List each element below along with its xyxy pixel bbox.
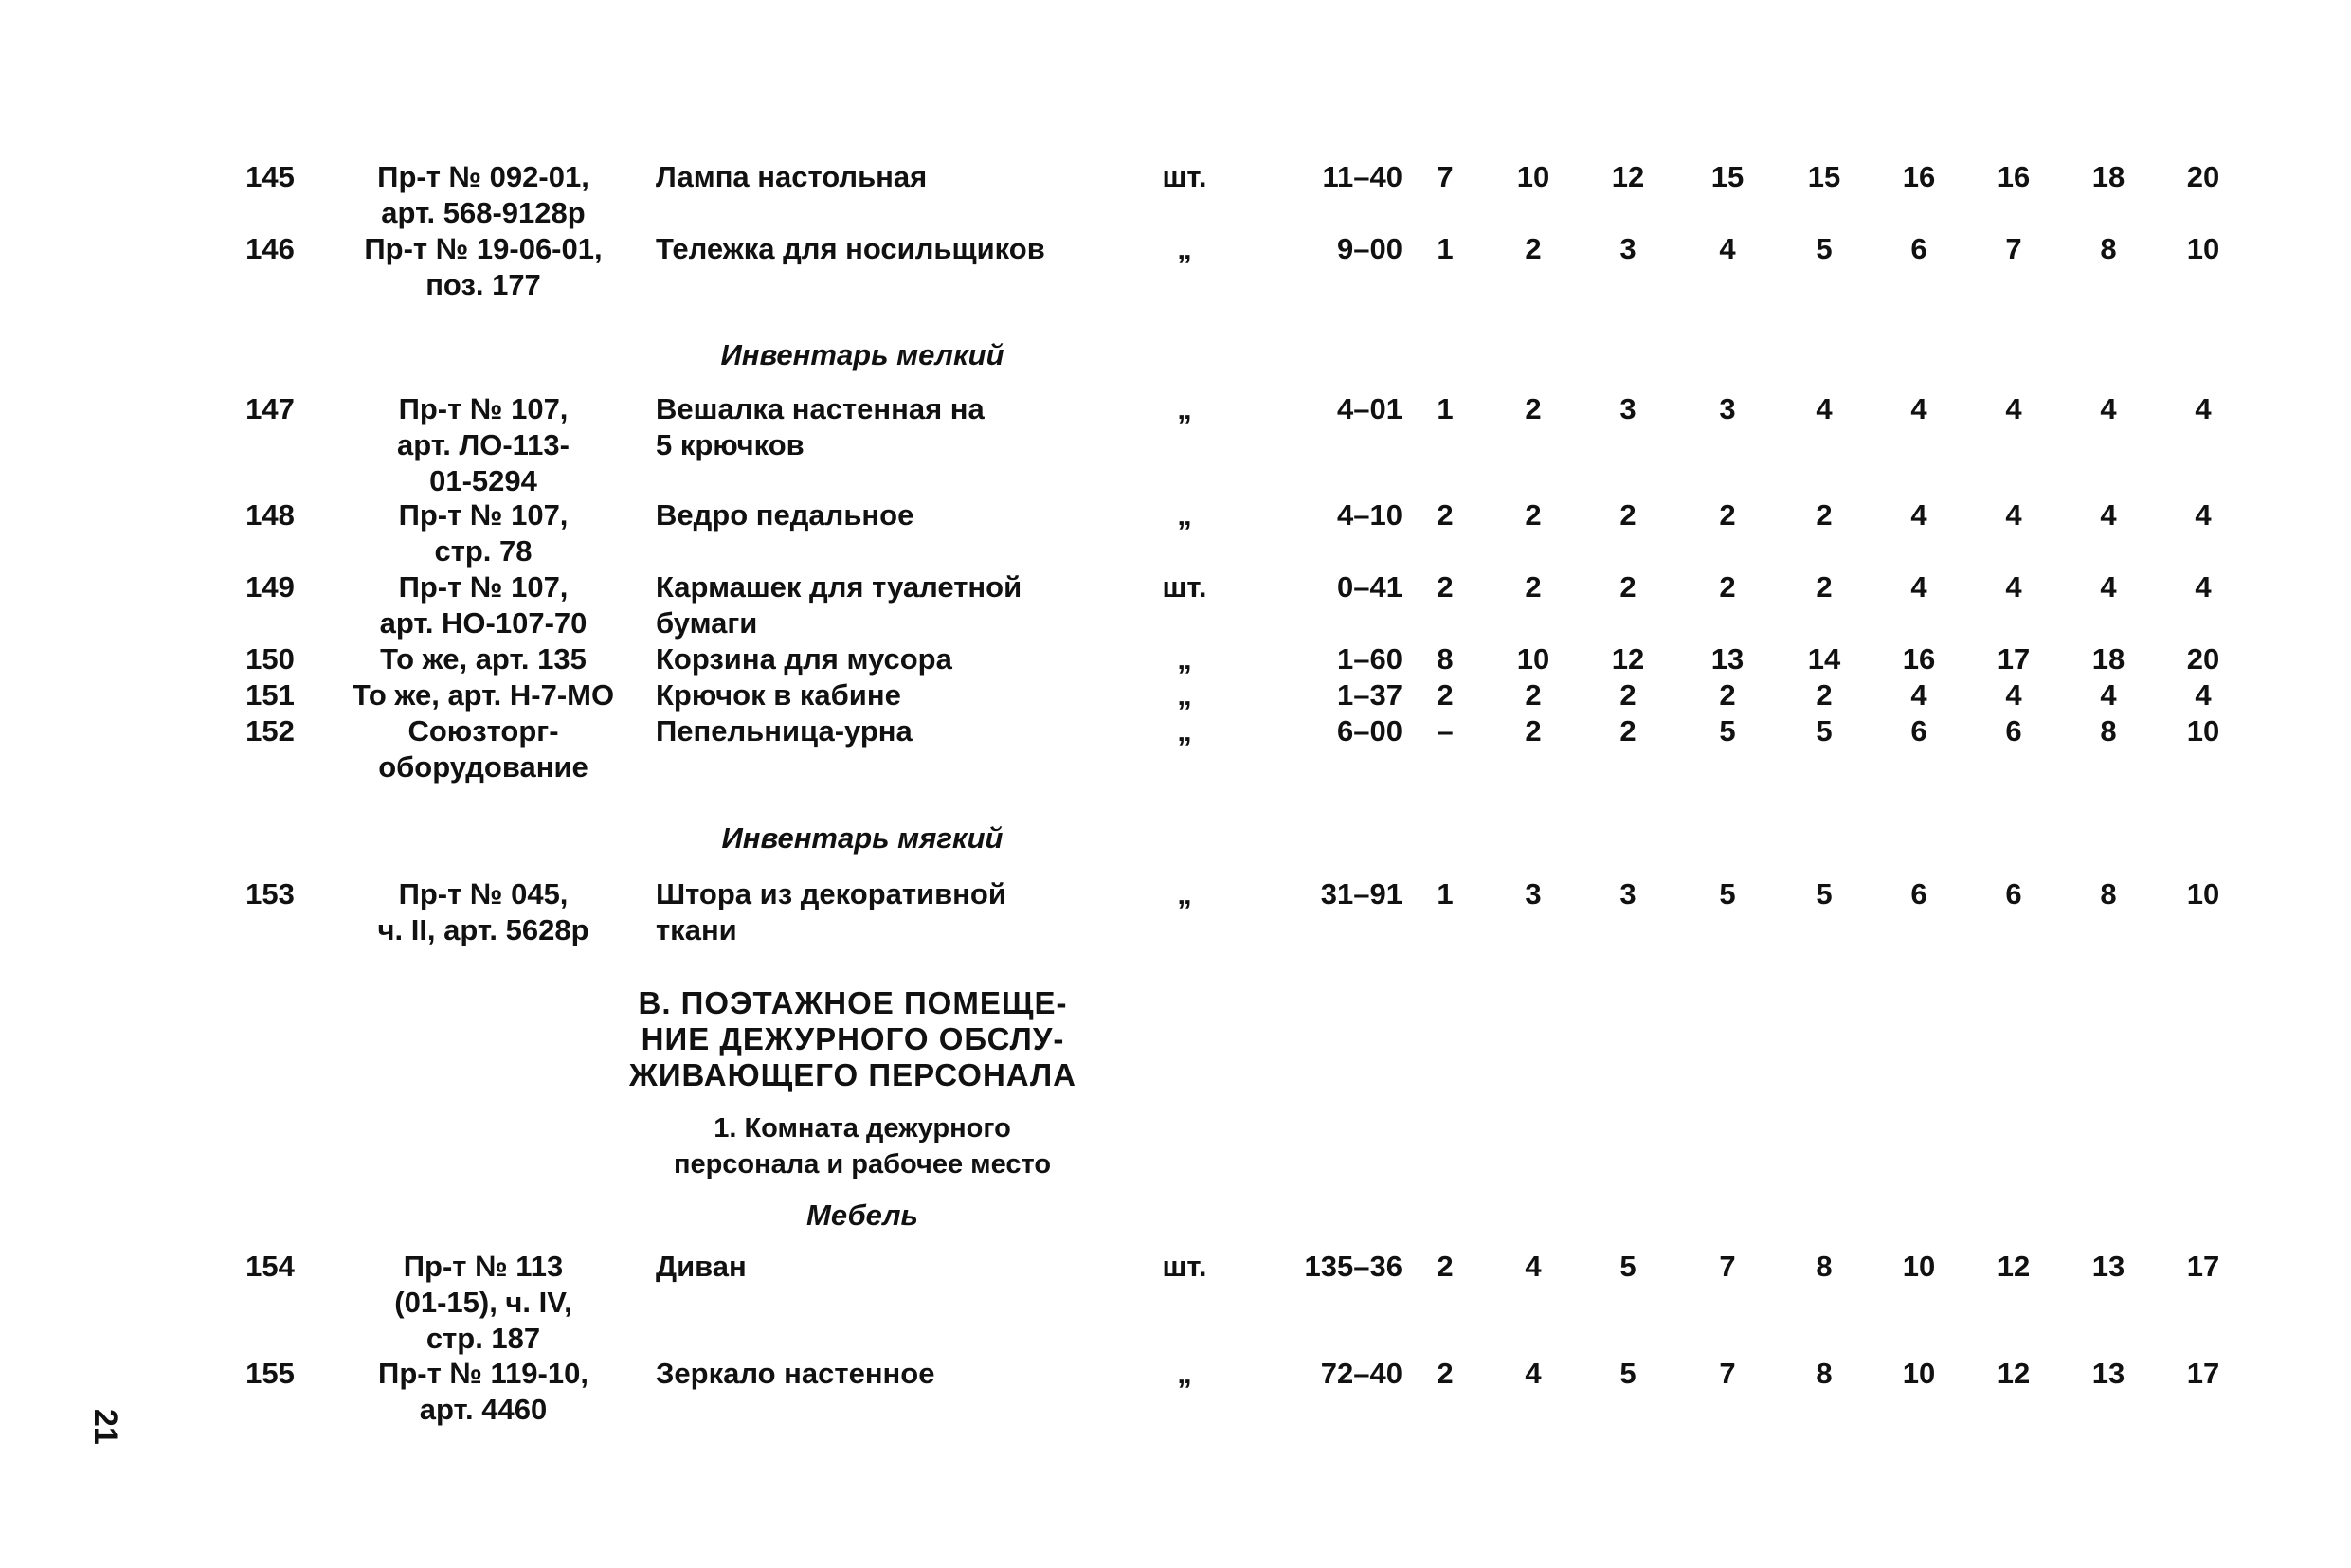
row-quantity: 14	[1807, 642, 1841, 676]
row-price: 1–37	[1337, 678, 1402, 712]
row-price: 135–36	[1304, 1250, 1402, 1283]
row-item-name: Пепельница-урна	[656, 714, 913, 748]
row-quantity: 4	[2100, 498, 2117, 532]
row-quantity: 18	[2091, 160, 2125, 193]
row-price: 9–00	[1337, 232, 1402, 265]
row-quantity: 4	[2100, 392, 2117, 425]
row-item-name: 5 крючков	[656, 428, 805, 461]
row-quantity: 4	[2005, 392, 2022, 425]
row-reference: ч. II, арт. 5628р	[377, 913, 589, 946]
row-quantity: 2	[1816, 498, 1833, 532]
row-reference: стр. 78	[434, 534, 533, 568]
row-item-name: Кармашек для туалетной	[656, 570, 1022, 604]
row-quantity: 5	[1719, 714, 1736, 748]
row-quantity: 4	[2005, 570, 2022, 604]
row-quantity: 4	[2005, 678, 2022, 712]
row-reference: поз. 177	[425, 268, 541, 301]
row-number: 154	[245, 1250, 295, 1283]
row-price: 4–01	[1337, 392, 1402, 425]
row-quantity: 4	[1816, 392, 1833, 425]
row-quantity: 5	[1816, 714, 1833, 748]
row-quantity: 4	[1910, 570, 1927, 604]
row-quantity: 5	[1816, 877, 1833, 910]
row-quantity: 2	[1619, 498, 1637, 532]
row-quantity: 4	[2100, 678, 2117, 712]
row-quantity: 18	[2091, 642, 2125, 676]
row-quantity: 2	[1719, 498, 1736, 532]
row-reference: То же, арт. Н-7-МО	[352, 678, 615, 712]
row-number: 148	[245, 498, 295, 532]
row-quantity: 16	[1997, 160, 2031, 193]
row-reference: стр. 187	[425, 1322, 541, 1355]
row-reference: оборудование	[378, 750, 588, 784]
row-unit: „	[1177, 714, 1192, 748]
row-quantity: 4	[1719, 232, 1736, 265]
row-quantity: 8	[2100, 877, 2117, 910]
row-price: 4–10	[1337, 498, 1402, 532]
row-quantity: 2	[1719, 570, 1736, 604]
row-number: 155	[245, 1357, 295, 1390]
row-quantity: 10	[1516, 160, 1550, 193]
row-unit: „	[1177, 392, 1192, 425]
row-price: 1–60	[1337, 642, 1402, 676]
row-quantity: 10	[2186, 232, 2220, 265]
row-item-name: Ведро педальное	[656, 498, 914, 532]
row-quantity: 20	[2186, 642, 2220, 676]
row-quantity: 2	[1816, 678, 1833, 712]
row-reference: Пр-т № 113	[403, 1250, 564, 1283]
row-quantity: 17	[2186, 1250, 2220, 1283]
row-price: 6–00	[1337, 714, 1402, 748]
row-quantity: 12	[1997, 1357, 2031, 1390]
row-quantity: 2	[1619, 714, 1637, 748]
row-quantity: 1	[1437, 877, 1454, 910]
page-number: 21	[87, 1409, 123, 1445]
row-reference: Пр-т № 107,	[398, 392, 569, 425]
row-quantity: 13	[2091, 1250, 2125, 1283]
row-number: 152	[245, 714, 295, 748]
row-quantity: 7	[1719, 1357, 1736, 1390]
row-number: 151	[245, 678, 295, 712]
row-quantity: 8	[2100, 714, 2117, 748]
row-quantity: 6	[2005, 714, 2022, 748]
row-item-name: Диван	[656, 1250, 747, 1283]
row-quantity: 8	[1437, 642, 1454, 676]
row-quantity: 6	[1910, 877, 1927, 910]
row-quantity: 5	[1816, 232, 1833, 265]
row-item-name: Вешалка настенная на	[656, 392, 985, 425]
row-quantity: 2	[1525, 678, 1542, 712]
row-price: 31–91	[1320, 877, 1402, 910]
row-quantity: 4	[1525, 1250, 1542, 1283]
row-quantity: 6	[1910, 232, 1927, 265]
subheading-furniture: Мебель	[806, 1199, 918, 1232]
row-reference: Пр-т № 119-10,	[378, 1357, 588, 1390]
row-quantity: 2	[1525, 232, 1542, 265]
row-item-name: Штора из декоративной	[656, 877, 1006, 910]
row-quantity: 4	[1910, 498, 1927, 532]
row-reference: Пр-т № 092-01,	[377, 160, 589, 193]
row-quantity: 17	[1997, 642, 2031, 676]
row-quantity: 2	[1525, 714, 1542, 748]
section-heading-line-1: В. ПОЭТАЖНОЕ ПОМЕЩЕ-	[638, 985, 1068, 1020]
row-quantity: 13	[1710, 642, 1745, 676]
row-reference: арт. 4460	[419, 1393, 548, 1426]
row-quantity: 2	[1437, 678, 1454, 712]
row-quantity: 10	[2186, 877, 2220, 910]
row-quantity: 4	[2195, 392, 2212, 425]
row-unit: шт.	[1162, 570, 1207, 604]
row-quantity: 4	[1910, 392, 1927, 425]
row-quantity: 13	[2091, 1357, 2125, 1390]
subheading-soft-inventory: Инвентарь мягкий	[721, 821, 1004, 855]
row-quantity: 4	[1525, 1357, 1542, 1390]
row-quantity: 1	[1437, 232, 1454, 265]
row-quantity: 2	[1437, 498, 1454, 532]
row-quantity: 7	[1719, 1250, 1736, 1283]
row-item-name: Корзина для мусора	[656, 642, 952, 676]
row-item-name: бумаги	[656, 606, 758, 640]
row-quantity: 5	[1719, 877, 1736, 910]
row-price: 11–40	[1322, 160, 1402, 193]
row-quantity: 2	[1816, 570, 1833, 604]
row-reference: Пр-т № 107,	[398, 570, 569, 604]
row-quantity: 8	[2100, 232, 2117, 265]
row-quantity: 3	[1719, 392, 1736, 425]
row-reference: Союзторг-	[407, 714, 559, 748]
row-quantity: 4	[1910, 678, 1927, 712]
row-item-name: Крючок в кабине	[656, 678, 901, 712]
row-quantity: 2	[1525, 392, 1542, 425]
row-quantity: 12	[1997, 1250, 2031, 1283]
row-quantity: 20	[2186, 160, 2220, 193]
row-quantity: 3	[1619, 232, 1637, 265]
row-quantity: 10	[1902, 1250, 1936, 1283]
row-reference: арт. НО-107-70	[379, 606, 588, 640]
row-quantity: 2	[1619, 678, 1637, 712]
row-quantity: 7	[2005, 232, 2022, 265]
row-reference: Пр-т № 107,	[398, 498, 569, 532]
row-quantity: 10	[1902, 1357, 1936, 1390]
row-quantity: 3	[1525, 877, 1542, 910]
row-quantity: 2	[1437, 570, 1454, 604]
row-quantity: 8	[1816, 1357, 1833, 1390]
subsection-heading-line-1: 1. Комната дежурного	[714, 1113, 1011, 1144]
row-quantity: 2	[1437, 1357, 1454, 1390]
row-number: 147	[245, 392, 295, 425]
row-item-name: Лампа настольная	[656, 160, 928, 193]
row-reference: Пр-т № 045,	[398, 877, 569, 910]
row-quantity: 6	[1910, 714, 1927, 748]
row-quantity: 4	[2195, 570, 2212, 604]
row-quantity: 2	[1719, 678, 1736, 712]
row-quantity: 10	[1516, 642, 1550, 676]
row-item-name: Зеркало настенное	[656, 1357, 935, 1390]
row-unit: „	[1177, 232, 1192, 265]
row-quantity: 2	[1525, 498, 1542, 532]
section-heading-line-3: ЖИВАЮЩЕГО ПЕРСОНАЛА	[629, 1057, 1076, 1092]
row-unit: „	[1177, 642, 1192, 676]
row-unit: „	[1177, 877, 1192, 910]
row-reference: То же, арт. 135	[380, 642, 587, 676]
row-quantity: 2	[1437, 1250, 1454, 1283]
row-quantity: 1	[1437, 392, 1454, 425]
row-number: 149	[245, 570, 295, 604]
row-quantity: 15	[1807, 160, 1841, 193]
row-reference: арт. 568-9128р	[381, 196, 586, 229]
row-quantity: 5	[1619, 1357, 1637, 1390]
row-reference: арт. ЛО-113-	[397, 428, 570, 461]
row-quantity: 7	[1437, 160, 1454, 193]
row-quantity: 10	[2186, 714, 2220, 748]
row-quantity: 4	[2195, 498, 2212, 532]
row-quantity: 4	[2100, 570, 2117, 604]
row-quantity: 16	[1902, 160, 1936, 193]
row-quantity: 17	[2186, 1357, 2220, 1390]
row-quantity: 12	[1611, 642, 1645, 676]
row-price: 0–41	[1337, 570, 1402, 604]
row-unit: шт.	[1162, 1250, 1207, 1283]
row-quantity: 4	[2005, 498, 2022, 532]
row-quantity: 5	[1619, 1250, 1637, 1283]
row-reference: (01-15), ч. IV,	[394, 1286, 572, 1319]
row-unit: „	[1177, 498, 1192, 532]
row-unit: „	[1177, 1357, 1192, 1390]
row-quantity: 2	[1619, 570, 1637, 604]
subheading-small-inventory: Инвентарь мелкий	[720, 338, 1004, 371]
row-quantity: 3	[1619, 392, 1637, 425]
row-unit: шт.	[1162, 160, 1207, 193]
row-quantity: 4	[2195, 678, 2212, 712]
row-number: 145	[245, 160, 295, 193]
row-quantity: 3	[1619, 877, 1637, 910]
row-item-name: ткани	[656, 913, 737, 946]
row-number: 146	[245, 232, 295, 265]
row-quantity: 6	[2005, 877, 2022, 910]
row-reference: 01-5294	[429, 464, 537, 497]
section-heading-line-2: НИЕ ДЕЖУРНОГО ОБСЛУ-	[641, 1021, 1065, 1056]
row-quantity: 12	[1611, 160, 1645, 193]
row-reference: Пр-т № 19-06-01,	[364, 232, 603, 265]
row-quantity: 2	[1525, 570, 1542, 604]
row-quantity: 16	[1902, 642, 1936, 676]
row-quantity: 15	[1710, 160, 1745, 193]
row-number: 153	[245, 877, 295, 910]
row-price: 72–40	[1320, 1357, 1402, 1390]
row-quantity: –	[1437, 714, 1454, 748]
row-number: 150	[245, 642, 295, 676]
subsection-heading-line-2: персонала и рабочее место	[673, 1149, 1052, 1180]
row-quantity: 8	[1816, 1250, 1833, 1283]
row-unit: „	[1177, 678, 1192, 712]
row-item-name: Тележка для носильщиков	[656, 232, 1045, 265]
